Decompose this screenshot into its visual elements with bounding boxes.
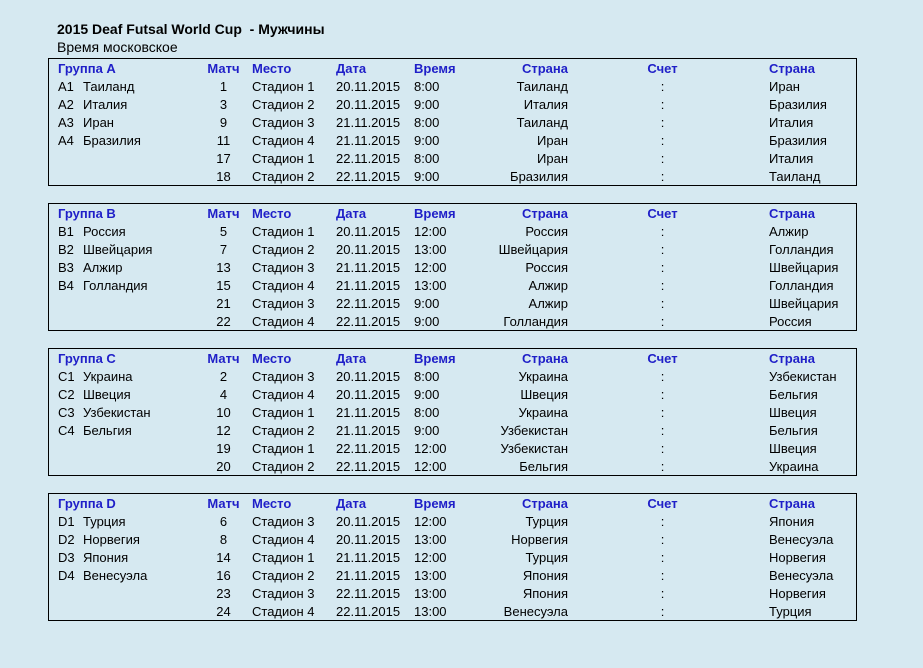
venue-cell: Стадион 4: [252, 603, 315, 619]
col-header-time: Время: [414, 60, 456, 76]
group-name: Группа A: [58, 60, 116, 76]
time-cell: 8:00: [414, 368, 440, 384]
home-country-cell: Венесуэла: [503, 603, 568, 619]
venue-cell: Стадион 3: [252, 114, 315, 130]
team-code-cell: B4: [58, 277, 74, 293]
team-name-cell: Италия: [83, 96, 128, 112]
home-country-cell: Япония: [522, 585, 568, 601]
venue-cell: Стадион 3: [252, 368, 315, 384]
home-country-cell: Норвегия: [511, 531, 568, 547]
match-row: [49, 294, 856, 312]
team-code-cell: C3: [58, 404, 75, 420]
date-cell: 20.11.2015: [336, 531, 401, 547]
match-row: [49, 403, 856, 421]
date-cell: 20.11.2015: [336, 513, 401, 529]
score-separator: :: [660, 259, 665, 275]
match-number-cell: 19: [216, 440, 231, 456]
home-country-cell: Узбекистан: [500, 440, 568, 456]
home-country-cell: Украина: [518, 368, 568, 384]
date-cell: 21.11.2015: [336, 132, 401, 148]
venue-cell: Стадион 1: [252, 404, 315, 420]
team-name-cell: Норвегия: [83, 531, 140, 547]
page-subtitle: Время московское: [57, 39, 178, 55]
time-cell: 8:00: [414, 114, 440, 130]
away-country-cell: Швейцария: [769, 295, 839, 311]
match-row: [49, 312, 856, 330]
match-row: [49, 113, 856, 131]
col-header-away-country: Страна: [769, 205, 816, 221]
home-country-cell: Россия: [525, 259, 568, 275]
time-cell: 13:00: [414, 531, 447, 547]
date-cell: 22.11.2015: [336, 150, 401, 166]
match-number-cell: 7: [219, 241, 228, 257]
time-cell: 9:00: [414, 386, 440, 402]
home-country-cell: Бразилия: [510, 168, 568, 184]
away-country-cell: Швеция: [769, 440, 817, 456]
time-cell: 12:00: [414, 259, 447, 275]
time-cell: 12:00: [414, 223, 447, 239]
team-code-cell: B1: [58, 223, 74, 239]
score-separator: :: [660, 458, 665, 474]
score-separator: :: [660, 78, 665, 94]
venue-cell: Стадион 4: [252, 386, 315, 402]
col-header-score: Счет: [647, 205, 678, 221]
col-header-home-country: Страна: [521, 205, 568, 221]
date-cell: 21.11.2015: [336, 422, 401, 438]
home-country-cell: Япония: [522, 567, 568, 583]
away-country-cell: Бразилия: [769, 96, 827, 112]
col-header-time: Время: [414, 495, 456, 511]
team-code-cell: D3: [58, 549, 75, 565]
away-country-cell: Швеция: [769, 404, 817, 420]
match-row: [49, 131, 856, 149]
date-cell: 20.11.2015: [336, 96, 401, 112]
match-row: [49, 167, 856, 185]
col-header-home-country: Страна: [521, 60, 568, 76]
match-number-cell: 6: [219, 513, 228, 529]
score-separator: :: [660, 150, 665, 166]
away-country-cell: Таиланд: [769, 168, 821, 184]
score-separator: :: [660, 241, 665, 257]
date-cell: 22.11.2015: [336, 440, 401, 456]
team-code-cell: B3: [58, 259, 74, 275]
col-header-date: Дата: [336, 205, 367, 221]
match-number-cell: 4: [219, 386, 228, 402]
group-table: [48, 203, 857, 331]
match-row: [49, 77, 856, 95]
time-cell: 13:00: [414, 277, 447, 293]
team-code-cell: B2: [58, 241, 74, 257]
home-country-cell: Узбекистан: [500, 422, 568, 438]
match-row: [49, 367, 856, 385]
home-country-cell: Иран: [537, 132, 568, 148]
match-number-cell: 2: [219, 368, 228, 384]
match-number-cell: 24: [216, 603, 231, 619]
group-header-row: [49, 204, 856, 222]
date-cell: 22.11.2015: [336, 295, 401, 311]
team-code-cell: D1: [58, 513, 75, 529]
venue-cell: Стадион 2: [252, 567, 315, 583]
score-separator: :: [660, 603, 665, 619]
date-cell: 22.11.2015: [336, 168, 401, 184]
match-number-cell: 23: [216, 585, 231, 601]
col-header-score: Счет: [647, 495, 678, 511]
home-country-cell: Таиланд: [516, 78, 568, 94]
match-row: [49, 566, 856, 584]
home-country-cell: Алжир: [528, 295, 568, 311]
match-row: [49, 95, 856, 113]
away-country-cell: Италия: [769, 150, 814, 166]
col-header-away-country: Страна: [769, 495, 816, 511]
venue-cell: Стадион 3: [252, 295, 315, 311]
group-header-row: [49, 59, 856, 77]
home-country-cell: Турция: [525, 549, 568, 565]
team-code-cell: D4: [58, 567, 75, 583]
groups-container: [48, 58, 923, 621]
time-cell: 8:00: [414, 150, 440, 166]
away-country-cell: Венесуэла: [769, 531, 834, 547]
match-number-cell: 1: [219, 78, 228, 94]
time-cell: 9:00: [414, 96, 440, 112]
home-country-cell: Швеция: [520, 386, 568, 402]
home-country-cell: Бельгия: [519, 458, 568, 474]
team-name-cell: Алжир: [83, 259, 123, 275]
venue-cell: Стадион 4: [252, 313, 315, 329]
group-name: Группа D: [58, 495, 116, 511]
match-row: [49, 602, 856, 620]
match-row: [49, 530, 856, 548]
col-header-time: Время: [414, 350, 456, 366]
col-header-match: Матч: [207, 60, 240, 76]
score-separator: :: [660, 96, 665, 112]
match-row: [49, 258, 856, 276]
venue-cell: Стадион 2: [252, 168, 315, 184]
away-country-cell: Голландия: [769, 241, 834, 257]
date-cell: 20.11.2015: [336, 386, 401, 402]
col-header-date: Дата: [336, 350, 367, 366]
score-separator: :: [660, 168, 665, 184]
team-name-cell: Венесуэла: [83, 567, 148, 583]
match-number-cell: 5: [219, 223, 228, 239]
away-country-cell: Голландия: [769, 277, 834, 293]
away-country-cell: Турция: [769, 603, 812, 619]
col-header-venue: Место: [252, 60, 292, 76]
venue-cell: Стадион 1: [252, 549, 315, 565]
match-number-cell: 14: [216, 549, 231, 565]
venue-cell: Стадион 2: [252, 458, 315, 474]
match-number-cell: 17: [216, 150, 231, 166]
time-cell: 13:00: [414, 567, 447, 583]
away-country-cell: Италия: [769, 114, 814, 130]
venue-cell: Стадион 2: [252, 96, 315, 112]
match-number-cell: 8: [219, 531, 228, 547]
score-separator: :: [660, 295, 665, 311]
date-cell: 21.11.2015: [336, 259, 401, 275]
score-separator: :: [660, 531, 665, 547]
match-number-cell: 3: [219, 96, 228, 112]
team-name-cell: Бельгия: [83, 422, 132, 438]
home-country-cell: Алжир: [528, 277, 568, 293]
score-separator: :: [660, 223, 665, 239]
match-number-cell: 11: [216, 132, 231, 148]
date-cell: 22.11.2015: [336, 458, 401, 474]
date-cell: 22.11.2015: [336, 585, 401, 601]
away-country-cell: Иран: [769, 78, 800, 94]
team-code-cell: A3: [58, 114, 74, 130]
date-cell: 20.11.2015: [336, 368, 401, 384]
away-country-cell: Норвегия: [769, 585, 826, 601]
match-row: [49, 439, 856, 457]
team-name-cell: Таиланд: [83, 78, 135, 94]
away-country-cell: Украина: [769, 458, 819, 474]
time-cell: 9:00: [414, 422, 440, 438]
away-country-cell: Швейцария: [769, 259, 839, 275]
match-number-cell: 13: [216, 259, 231, 275]
team-code-cell: D2: [58, 531, 75, 547]
date-cell: 21.11.2015: [336, 404, 401, 420]
col-header-venue: Место: [252, 495, 292, 511]
match-row: [49, 512, 856, 530]
team-name-cell: Турция: [83, 513, 126, 529]
time-cell: 12:00: [414, 440, 447, 456]
match-number-cell: 9: [219, 114, 228, 130]
group-name: Группа B: [58, 205, 116, 221]
team-name-cell: Голландия: [83, 277, 148, 293]
match-row: [49, 584, 856, 602]
score-separator: :: [660, 513, 665, 529]
venue-cell: Стадион 3: [252, 259, 315, 275]
score-separator: :: [660, 277, 665, 293]
group-header-row: [49, 494, 856, 512]
team-code-cell: C2: [58, 386, 75, 402]
score-separator: :: [660, 368, 665, 384]
venue-cell: Стадион 4: [252, 531, 315, 547]
col-header-venue: Место: [252, 350, 292, 366]
time-cell: 8:00: [414, 78, 440, 94]
time-cell: 8:00: [414, 404, 440, 420]
time-cell: 9:00: [414, 168, 440, 184]
match-row: [49, 240, 856, 258]
match-number-cell: 21: [216, 295, 231, 311]
date-cell: 20.11.2015: [336, 78, 401, 94]
col-header-away-country: Страна: [769, 350, 816, 366]
venue-cell: Стадион 1: [252, 223, 315, 239]
match-row: [49, 149, 856, 167]
col-header-time: Время: [414, 205, 456, 221]
col-header-match: Матч: [207, 350, 240, 366]
date-cell: 20.11.2015: [336, 241, 401, 257]
match-number-cell: 10: [216, 404, 231, 420]
away-country-cell: Венесуэла: [769, 567, 834, 583]
team-code-cell: A1: [58, 78, 74, 94]
home-country-cell: Италия: [523, 96, 568, 112]
date-cell: 21.11.2015: [336, 549, 401, 565]
date-cell: 20.11.2015: [336, 223, 401, 239]
home-country-cell: Украина: [518, 404, 568, 420]
home-country-cell: Швейцария: [498, 241, 568, 257]
team-name-cell: Швейцария: [83, 241, 153, 257]
venue-cell: Стадион 3: [252, 585, 315, 601]
home-country-cell: Голландия: [503, 313, 568, 329]
home-country-cell: Россия: [525, 223, 568, 239]
group-table: [48, 58, 857, 186]
match-number-cell: 16: [216, 567, 231, 583]
col-header-venue: Место: [252, 205, 292, 221]
away-country-cell: Бельгия: [769, 386, 818, 402]
away-country-cell: Бельгия: [769, 422, 818, 438]
match-number-cell: 12: [216, 422, 231, 438]
time-cell: 13:00: [414, 241, 447, 257]
home-country-cell: Иран: [537, 150, 568, 166]
away-country-cell: Алжир: [769, 223, 809, 239]
time-cell: 9:00: [414, 295, 440, 311]
match-row: [49, 548, 856, 566]
match-number-cell: 20: [216, 458, 231, 474]
col-header-home-country: Страна: [521, 495, 568, 511]
time-cell: 13:00: [414, 585, 447, 601]
score-separator: :: [660, 422, 665, 438]
col-header-match: Матч: [207, 205, 240, 221]
date-cell: 22.11.2015: [336, 603, 401, 619]
col-header-home-country: Страна: [521, 350, 568, 366]
time-cell: 9:00: [414, 132, 440, 148]
venue-cell: Стадион 1: [252, 78, 315, 94]
away-country-cell: Россия: [769, 313, 812, 329]
team-code-cell: C1: [58, 368, 75, 384]
team-name-cell: Украина: [83, 368, 133, 384]
col-header-score: Счет: [647, 350, 678, 366]
venue-cell: Стадион 2: [252, 422, 315, 438]
team-name-cell: Россия: [83, 223, 126, 239]
home-country-cell: Турция: [525, 513, 568, 529]
venue-cell: Стадион 4: [252, 132, 315, 148]
group-header-row: [49, 349, 856, 367]
col-header-away-country: Страна: [769, 60, 816, 76]
time-cell: 12:00: [414, 458, 447, 474]
team-name-cell: Бразилия: [83, 132, 141, 148]
group-name: Группа C: [58, 350, 116, 366]
score-separator: :: [660, 585, 665, 601]
score-separator: :: [660, 440, 665, 456]
date-cell: 21.11.2015: [336, 114, 401, 130]
score-separator: :: [660, 132, 665, 148]
team-code-cell: C4: [58, 422, 75, 438]
time-cell: 12:00: [414, 549, 447, 565]
col-header-date: Дата: [336, 495, 367, 511]
match-row: [49, 421, 856, 439]
match-row: [49, 457, 856, 475]
home-country-cell: Таиланд: [516, 114, 568, 130]
away-country-cell: Япония: [769, 513, 815, 529]
match-row: [49, 385, 856, 403]
col-header-score: Счет: [647, 60, 678, 76]
time-cell: 12:00: [414, 513, 447, 529]
score-separator: :: [660, 313, 665, 329]
group-table: [48, 493, 857, 621]
venue-cell: Стадион 2: [252, 241, 315, 257]
away-country-cell: Норвегия: [769, 549, 826, 565]
group-table: [48, 348, 857, 476]
team-name-cell: Иран: [83, 114, 114, 130]
score-separator: :: [660, 386, 665, 402]
time-cell: 9:00: [414, 313, 440, 329]
match-number-cell: 15: [216, 277, 231, 293]
team-name-cell: Узбекистан: [83, 404, 151, 420]
time-cell: 13:00: [414, 603, 447, 619]
col-header-match: Матч: [207, 495, 240, 511]
score-separator: :: [660, 404, 665, 420]
team-code-cell: A4: [58, 132, 74, 148]
match-row: [49, 222, 856, 240]
away-country-cell: Бразилия: [769, 132, 827, 148]
match-number-cell: 18: [216, 168, 231, 184]
team-name-cell: Швеция: [83, 386, 131, 402]
date-cell: 21.11.2015: [336, 567, 401, 583]
page-title: 2015 Deaf Futsal World Cup - Мужчины: [57, 21, 325, 37]
score-separator: :: [660, 114, 665, 130]
match-row: [49, 276, 856, 294]
col-header-date: Дата: [336, 60, 367, 76]
venue-cell: Стадион 1: [252, 440, 315, 456]
date-cell: 22.11.2015: [336, 313, 401, 329]
team-name-cell: Япония: [83, 549, 129, 565]
venue-cell: Стадион 4: [252, 277, 315, 293]
venue-cell: Стадион 3: [252, 513, 315, 529]
match-number-cell: 22: [216, 313, 231, 329]
venue-cell: Стадион 1: [252, 150, 315, 166]
score-separator: :: [660, 549, 665, 565]
score-separator: :: [660, 567, 665, 583]
team-code-cell: A2: [58, 96, 74, 112]
date-cell: 21.11.2015: [336, 277, 401, 293]
away-country-cell: Узбекистан: [769, 368, 837, 384]
